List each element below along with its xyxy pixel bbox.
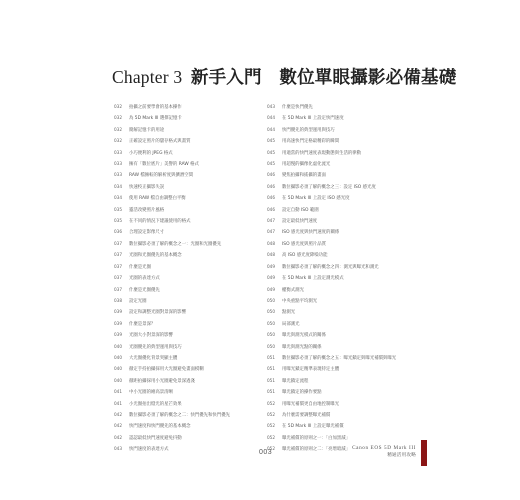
entry-title: 小巧便利的 JPEG 格式 bbox=[129, 150, 173, 156]
entry-title: 認認最低快門速度避免抖動 bbox=[129, 435, 182, 441]
contents-entry bbox=[267, 169, 427, 180]
entry-title: 簡解記憶卡的用途 bbox=[129, 127, 165, 133]
entry-page-number: 040 bbox=[114, 354, 122, 360]
contents-entry bbox=[114, 295, 272, 306]
contents-entry bbox=[114, 238, 272, 249]
entry-page-number: 050 bbox=[267, 297, 275, 303]
entry-page-number: 043 bbox=[114, 446, 122, 452]
entry-title: 正確設定照片的儲存格式與畫質 bbox=[129, 139, 191, 145]
entry-page-number: 042 bbox=[114, 434, 122, 440]
entry-page-number: 050 bbox=[267, 343, 275, 349]
contents-entry bbox=[114, 363, 272, 374]
entry-title: 快門速度和快門優先的基本概念 bbox=[129, 424, 191, 430]
entry-page-number: 051 bbox=[267, 377, 275, 383]
contents-entry bbox=[267, 306, 427, 317]
entry-title: 設定和調整光圈對景深的影響 bbox=[129, 310, 187, 316]
contents-entry bbox=[114, 181, 272, 192]
entry-title: 使用 RAW 檔自由調整白平衡 bbox=[129, 196, 186, 202]
entry-page-number: 032 bbox=[114, 126, 122, 132]
entry-title: 數位攝影必須了解的概念之五：曝光鎖定與曝光補償與曝光 bbox=[282, 355, 397, 361]
entry-page-number: 042 bbox=[114, 411, 122, 417]
entry-page-number: 037 bbox=[114, 263, 122, 269]
entry-page-number: 041 bbox=[114, 400, 122, 406]
contents-entry bbox=[267, 215, 427, 226]
entry-title: 什麼是光圈 bbox=[129, 264, 151, 270]
entry-title: 數位攝影必須了解的概念之二：快門優先和快門優先 bbox=[129, 412, 230, 418]
contents-entry bbox=[267, 147, 427, 158]
entry-page-number: 035 bbox=[114, 218, 122, 224]
contents-entry bbox=[114, 261, 272, 272]
entry-title: 設定最低快門速度 bbox=[282, 219, 318, 225]
entry-page-number: 050 bbox=[267, 332, 275, 338]
entry-page-number: 037 bbox=[114, 286, 122, 292]
contents-entry bbox=[267, 226, 427, 237]
entry-page-number: 032 bbox=[114, 138, 122, 144]
contents-entry bbox=[267, 249, 427, 260]
entry-title: 快門優先的典型運用與技巧 bbox=[282, 127, 335, 133]
contents-entry bbox=[114, 443, 272, 454]
contents-entry bbox=[267, 261, 427, 272]
contents-entry bbox=[114, 432, 272, 443]
entry-title: 什麼是快門優先 bbox=[282, 105, 313, 110]
contents-column-right bbox=[267, 101, 427, 455]
entry-title: 權衡式測光 bbox=[282, 287, 304, 293]
contents-entry bbox=[267, 352, 427, 363]
contents-entry bbox=[114, 352, 272, 363]
entry-title: 徹距拍攝採用小光圈避免景深過淺 bbox=[129, 378, 195, 384]
contents-entry bbox=[114, 204, 272, 215]
entry-title: 數位攝影必須了解的概念之四：測光與曝光和測光 bbox=[282, 264, 379, 270]
entry-page-number: 043 bbox=[267, 104, 275, 109]
entry-page-number: 037 bbox=[114, 240, 122, 246]
contents-entry bbox=[267, 158, 427, 169]
entry-page-number: 038 bbox=[114, 297, 122, 303]
accent-bar bbox=[421, 440, 427, 466]
entry-title: RAW 檔擁較的解析度與擴潛空間 bbox=[129, 173, 194, 179]
contents-entry bbox=[267, 192, 427, 203]
entry-title: 用適當的快門速度表現動態與生活的律動 bbox=[282, 150, 362, 156]
contents-entry bbox=[114, 318, 272, 329]
contents-entry bbox=[114, 386, 272, 397]
entry-page-number: 048 bbox=[267, 240, 275, 246]
entry-page-number: 040 bbox=[114, 366, 122, 372]
entry-page-number: 052 bbox=[267, 411, 275, 417]
chapter-heading bbox=[112, 64, 457, 89]
contents-entry bbox=[267, 318, 427, 329]
entry-page-number: 052 bbox=[267, 400, 275, 406]
entry-page-number: 042 bbox=[114, 423, 122, 429]
entry-page-number: 047 bbox=[267, 229, 275, 235]
entry-title: 在 5D Mark III 上設定快門速度 bbox=[282, 116, 344, 122]
contents-entry bbox=[114, 124, 272, 135]
entry-title: 在 5D Mark III 上設定測光模式 bbox=[282, 276, 344, 282]
contents-entry bbox=[114, 249, 272, 260]
entry-title: 用超慢的攝像化虛化流光 bbox=[282, 162, 331, 168]
entry-page-number: 044 bbox=[267, 126, 275, 132]
contents-entry bbox=[267, 341, 427, 352]
entry-page-number: 050 bbox=[267, 320, 275, 326]
entry-page-number: 051 bbox=[267, 354, 275, 360]
entry-page-number: 041 bbox=[114, 389, 122, 395]
entry-title: 曝光鎖定流程 bbox=[282, 378, 309, 384]
chapter-title: 新手入門 數位單眼攝影必備基礎 bbox=[190, 67, 457, 87]
contents-entry bbox=[267, 363, 427, 374]
contents-entry bbox=[267, 432, 427, 443]
contents-entry bbox=[267, 272, 427, 283]
entry-title: 中小光圈的繪高景清晰 bbox=[129, 390, 173, 396]
contents-entry bbox=[114, 306, 272, 317]
entry-title: 為 5D Mark III 選擇記憶卡 bbox=[129, 116, 182, 122]
contents-entry bbox=[267, 420, 427, 431]
entry-title: 中央重點平均測光 bbox=[282, 298, 318, 304]
entry-page-number: 046 bbox=[267, 206, 275, 212]
entry-page-number: 040 bbox=[114, 343, 122, 349]
entry-page-number: 051 bbox=[267, 366, 275, 372]
contents-entry bbox=[114, 215, 272, 226]
entry-page-number: 046 bbox=[267, 183, 275, 189]
entry-title: 設定光圈 bbox=[129, 298, 147, 304]
entry-page-number: 052 bbox=[267, 446, 275, 452]
entry-title: 光圈的表達方式 bbox=[129, 276, 160, 282]
entry-title: 小光圈拍出燈光的星芒效果 bbox=[129, 401, 182, 407]
contents-entry bbox=[114, 375, 272, 386]
entry-page-number: 050 bbox=[267, 309, 275, 315]
contents-entry bbox=[267, 386, 427, 397]
contents-entry bbox=[114, 398, 272, 409]
entry-page-number: 037 bbox=[114, 275, 122, 281]
entry-page-number: 045 bbox=[267, 149, 275, 155]
contents-entry bbox=[114, 284, 272, 295]
contents-entry bbox=[114, 135, 272, 146]
entry-page-number: 037 bbox=[114, 252, 122, 258]
entry-title: 合理設定影像尺寸 bbox=[129, 230, 165, 236]
contents-entry bbox=[114, 101, 272, 112]
entry-page-number: 049 bbox=[267, 286, 275, 292]
page-number: 003 bbox=[259, 449, 273, 456]
entry-title: 數位攝影必須了解的概念之三：設定 ISO 感光度 bbox=[282, 184, 376, 190]
entry-title: 曝光補償的原則之一：「白加黑減」 bbox=[282, 435, 351, 441]
entry-title: 什麼是光圈優先 bbox=[129, 287, 160, 293]
entry-page-number: 035 bbox=[114, 206, 122, 212]
entry-page-number: 040 bbox=[114, 377, 122, 383]
entry-title: 曝光與測光點的關係 bbox=[282, 344, 322, 350]
contents-entry bbox=[267, 124, 427, 135]
entry-page-number: 047 bbox=[267, 218, 275, 224]
contents-entry bbox=[114, 192, 272, 203]
contents-entry bbox=[267, 112, 427, 123]
entry-page-number: 032 bbox=[114, 104, 122, 109]
contents-entry bbox=[114, 226, 272, 237]
entry-page-number: 033 bbox=[114, 161, 122, 167]
contents-entry bbox=[267, 329, 427, 340]
entry-page-number: 036 bbox=[114, 229, 122, 235]
entry-title: ISO 感光度與照片品質 bbox=[282, 241, 327, 247]
entry-title: 什麼是景深？ bbox=[129, 321, 156, 327]
entry-page-number: 052 bbox=[267, 434, 275, 440]
entry-title: 曝光鎖定的操作要點 bbox=[282, 390, 322, 396]
entry-title: 大光圈優化背景突顯主體 bbox=[129, 355, 178, 361]
contents-entry bbox=[267, 135, 427, 146]
entry-title: 光圈和光圈優先的基本概念 bbox=[129, 253, 182, 259]
entry-page-number: 048 bbox=[267, 252, 275, 258]
entry-page-number: 034 bbox=[114, 183, 122, 189]
entry-title: 曝光與測光模式的關係 bbox=[282, 333, 326, 339]
entry-page-number: 045 bbox=[267, 138, 275, 144]
contents-entry bbox=[114, 272, 272, 283]
entry-page-number: 046 bbox=[267, 195, 275, 201]
entry-title: 快門速度的表達方式 bbox=[129, 447, 169, 453]
entry-page-number: 052 bbox=[267, 423, 275, 429]
contents-entry bbox=[114, 420, 272, 431]
contents-entry bbox=[267, 409, 427, 420]
entry-title: 數位攝影必須了解的概念之一：光圈和光圈優先 bbox=[129, 241, 222, 247]
entry-page-number: 044 bbox=[267, 115, 275, 121]
contents-entry bbox=[267, 398, 427, 409]
entry-title: 在 5D Mark III 上設定曝光補償 bbox=[282, 424, 344, 430]
entry-title: 曝光補償的原則之二：「亮增暗減」 bbox=[282, 447, 351, 453]
entry-page-number: 034 bbox=[114, 195, 122, 201]
entry-title: 拍攝之前要學會的基本操作 bbox=[129, 105, 182, 110]
entry-title: 擁有「數位底片」美譽的 RAW 格式 bbox=[129, 162, 199, 168]
contents-entry bbox=[267, 181, 427, 192]
contents-entry bbox=[114, 112, 272, 123]
book-title: Canon EOS 5D Mark III bbox=[352, 445, 416, 451]
contents-column-left bbox=[114, 101, 272, 455]
entry-page-number: 046 bbox=[267, 172, 275, 178]
entry-title: 用曝光補償更自由地控制曝光 bbox=[282, 401, 340, 407]
contents-entry bbox=[267, 204, 427, 215]
entry-page-number: 039 bbox=[114, 309, 122, 315]
entry-page-number: 049 bbox=[267, 263, 275, 269]
entry-page-number: 033 bbox=[114, 149, 122, 155]
entry-title: 局部測光 bbox=[282, 321, 300, 327]
entry-title: 用曝光鎖定精準表現特定主體 bbox=[282, 367, 340, 373]
entry-title: 徹定手持拍攝採用大光圈避免畫面模糊 bbox=[129, 367, 204, 373]
entry-page-number: 039 bbox=[114, 332, 122, 338]
entry-page-number: 051 bbox=[267, 389, 275, 395]
entry-title: 用高速快門定格最精彩的瞬間 bbox=[282, 139, 340, 145]
entry-title: 在不同的情況下建議使用的格式 bbox=[129, 219, 191, 225]
contents-entry bbox=[114, 147, 272, 158]
contents-entry bbox=[267, 101, 427, 112]
entry-page-number: 032 bbox=[114, 115, 122, 121]
entry-page-number: 045 bbox=[267, 161, 275, 167]
entry-page-number: 033 bbox=[114, 172, 122, 178]
entry-title: 在 5D Mark III 上設定 ISO 感光度 bbox=[282, 196, 350, 202]
contents-entry bbox=[114, 341, 272, 352]
contents-entry bbox=[114, 158, 272, 169]
contents-entry bbox=[267, 375, 427, 386]
entry-title: 高 ISO 感光度降噪功能 bbox=[282, 253, 328, 259]
entry-page-number: 049 bbox=[267, 275, 275, 281]
book-subtitle: 精通活用攻略 bbox=[387, 453, 416, 458]
entry-title: 光圈大小對景深的影響 bbox=[129, 333, 173, 339]
contents-entry bbox=[267, 284, 427, 295]
contents-entry bbox=[114, 409, 272, 420]
contents-entry bbox=[267, 238, 427, 249]
entry-title: 光圈優先的典型運用與技巧 bbox=[129, 344, 182, 350]
entry-title: 為什麼需要調整曝光補償 bbox=[282, 412, 331, 418]
entry-title: 點測光 bbox=[282, 310, 296, 316]
contents-entry bbox=[114, 329, 272, 340]
entry-title: 設定自動 ISO 範圍 bbox=[282, 207, 319, 213]
running-footer bbox=[352, 444, 416, 460]
contents-entry bbox=[267, 295, 427, 306]
entry-title: 變焦拍攝和搖攝的畫面 bbox=[282, 173, 326, 179]
entry-title: ISO 感光度與快門速度的關係 bbox=[282, 230, 340, 236]
entry-page-number: 039 bbox=[114, 320, 122, 326]
entry-title: 快速校正攝影失誤 bbox=[129, 184, 165, 190]
chapter-label: Chapter 3 bbox=[112, 67, 183, 87]
entry-title: 靈活改變照片風格 bbox=[129, 207, 165, 213]
contents-entry bbox=[114, 169, 272, 180]
